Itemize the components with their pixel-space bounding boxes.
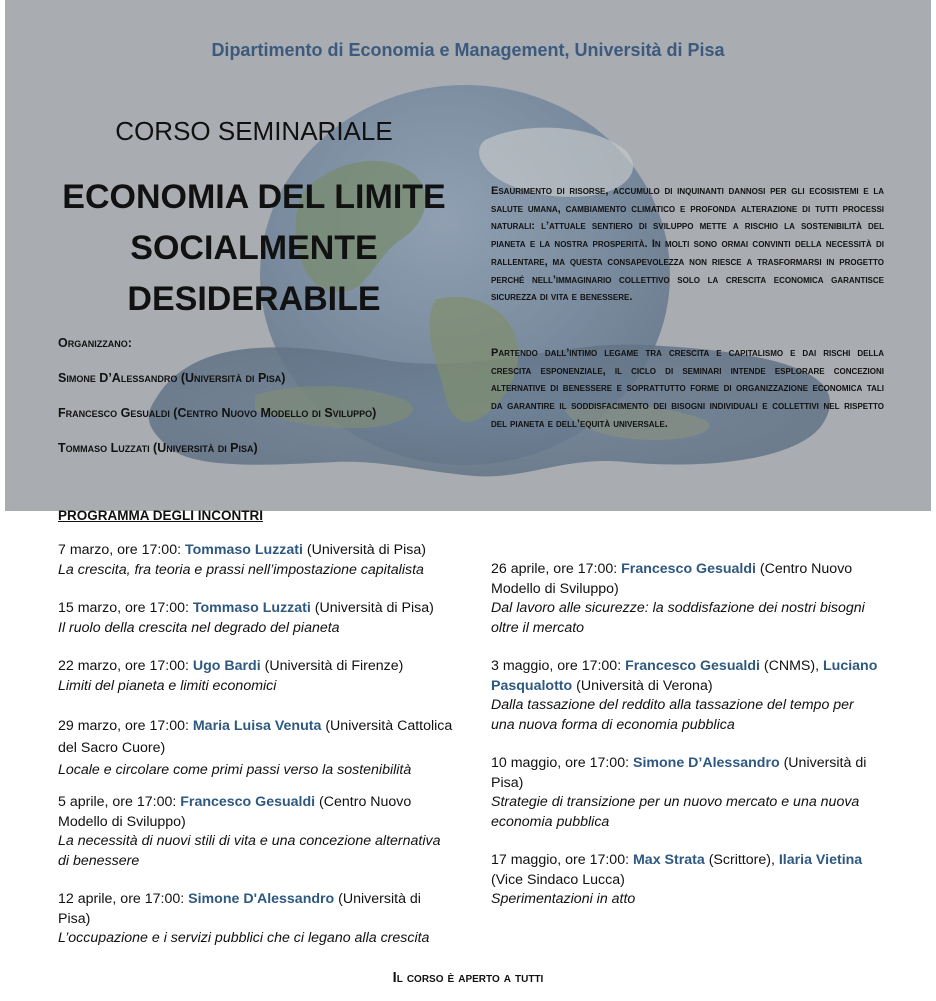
event-when: 10 maggio, ore 17:00: bbox=[491, 755, 633, 771]
event-when: 15 marzo, ore 17:00: bbox=[58, 600, 193, 616]
event-topic: L’occupazione e i servizi pubblici che ci legano alla crescita bbox=[58, 930, 430, 946]
footer-note: Il corso è aperto a tutti bbox=[392, 970, 544, 986]
abstract-paragraph-1: Esaurimento di risorse, accumulo di inquinanti dannosi per gli ecosistemi e la salute umana, cambiamento climatico e profonda alterazione di tutti processi naturali: l’attuale sentiero di sviluppo mette a rischio la sostenibilità del pianeta e la nostra prosperità. In molti sono ormai convinti della necessità di rallentare, ma questa consapevolezza non riesce a trasformarsi in progetto perché nell’immaginario collettivo solo la crescita economica garantisce sicurezza di vita e benessere. bbox=[491, 185, 884, 304]
event-speaker: Francesco Gesualdi bbox=[180, 794, 316, 810]
event-speaker: Simone D’Alessandro bbox=[632, 755, 780, 771]
event-speaker: Francesco Gesualdi bbox=[625, 658, 760, 674]
event-affiliation: (Università di Pisa) bbox=[491, 755, 867, 791]
event-speaker-2: Ilaria Vietina bbox=[778, 852, 863, 868]
program-event bbox=[491, 754, 881, 832]
event-affiliation: (Centro Nuovo Modello di Sviluppo) bbox=[491, 561, 853, 597]
organizers-label: Organizzano: bbox=[58, 336, 132, 350]
event-when: 29 marzo, ore 17:00: bbox=[58, 718, 193, 734]
program-event bbox=[58, 657, 454, 696]
course-title-line-1: ECONOMIA DEL LIMITE bbox=[62, 178, 446, 216]
event-speaker: Max Strata bbox=[632, 852, 705, 868]
abstract-paragraph-2: Partendo dall’intimo legame tra crescita e capitalismo e dai rischi della crescita esponenziale, il ciclo di seminari intende esplorare concezioni alternative di benessere e soprattutto forme di organizzazione economica tali da garantire il soddisfacimento dei bisogni individuali e collettivi nel rispetto del pianeta e dell’equità universale. bbox=[491, 347, 884, 430]
event-affiliation: (Università di Pisa) bbox=[310, 600, 434, 616]
event-speaker: Simone D'Alessandro bbox=[188, 891, 335, 907]
event-topic: Dalla tassazione del reddito alla tassazione del tempo per una nuova forma di economia pubblica bbox=[491, 697, 854, 733]
event-affiliation: (Scrittore), bbox=[704, 852, 779, 868]
program-event bbox=[58, 890, 454, 949]
organizer-item: Simone D’Alessandro (Università di Pisa) bbox=[58, 371, 286, 385]
event-topic: Dal lavoro alle sicurezze: la soddisfazione dei nostri bisogni oltre il mercato bbox=[491, 600, 865, 636]
event-topic: Locale e circolare come primi passi verso la sostenibilità bbox=[58, 762, 412, 778]
event-speaker: Tommaso Luzzati bbox=[184, 542, 303, 558]
event-speaker: Maria Luisa Venuta bbox=[192, 718, 322, 734]
event-when: 7 marzo, ore 17:00: bbox=[58, 542, 185, 558]
event-speaker-2: Luciano Pasqualotto bbox=[491, 658, 878, 694]
event-when: 5 aprile, ore 17:00: bbox=[58, 794, 181, 810]
event-topic: La necessità di nuovi stili di vita e una concezione alternativa di benessere bbox=[58, 833, 441, 869]
event-affiliation: (Università Cattolica del Sacro Cuore) bbox=[58, 718, 453, 756]
event-topic: Il ruolo della crescita nel degrado del pianeta bbox=[58, 619, 340, 636]
event-speaker: Francesco Gesualdi bbox=[621, 561, 756, 577]
event-when: 17 maggio, ore 17:00: bbox=[491, 852, 633, 868]
event-when: 3 maggio, ore 17:00: bbox=[491, 658, 626, 674]
organizer-item: Tommaso Luzzati (Università di Pisa) bbox=[58, 441, 258, 455]
event-topic: La crescita, fra teoria e prassi nell’impostazione capitalista bbox=[58, 561, 424, 578]
event-speaker: Tommaso Luzzati bbox=[192, 600, 311, 616]
organizer-item: Francesco Gesualdi (Centro Nuovo Modello di Sviluppo) bbox=[58, 406, 377, 420]
course-title-line-3: DESIDERABILE bbox=[127, 280, 381, 318]
program-event bbox=[58, 793, 454, 871]
event-affiliation: (Centro Nuovo Modello di Sviluppo) bbox=[58, 794, 412, 830]
event-speaker: Ugo Bardi bbox=[192, 658, 261, 674]
event-when: 22 marzo, ore 17:00: bbox=[58, 658, 193, 674]
program-event bbox=[491, 560, 881, 638]
event-affiliation: (Università di Pisa) bbox=[58, 891, 421, 927]
program-event bbox=[58, 715, 454, 781]
department-name: Dipartimento di Economia e Management, Università di Pisa bbox=[211, 40, 725, 60]
event-topic: Strategie di transizione per un nuovo mercato e una nuova economia pubblica bbox=[491, 794, 860, 830]
event-when: 26 aprile, ore 17:00: bbox=[491, 561, 622, 577]
event-when: 12 aprile, ore 17:00: bbox=[58, 891, 189, 907]
event-topic: Sperimentazioni in atto bbox=[491, 891, 636, 907]
program-event bbox=[58, 541, 454, 580]
course-title-line-2: SOCIALMENTE bbox=[130, 229, 378, 267]
event-affiliation: (CNMS), bbox=[759, 658, 823, 674]
program-heading: PROGRAMMA DEGLI INCONTRI bbox=[58, 508, 263, 523]
event-affiliation: (Università di Pisa) bbox=[302, 542, 426, 558]
course-kicker: CORSO SEMINARIALE bbox=[115, 116, 393, 146]
event-affiliation: (Università di Firenze) bbox=[260, 658, 404, 674]
event-topic: Limiti del pianeta e limiti economici bbox=[58, 677, 277, 694]
program-event bbox=[491, 851, 881, 910]
event-affiliation-2: (Università di Verona) bbox=[572, 677, 713, 694]
program-event bbox=[491, 657, 881, 735]
course-title bbox=[48, 172, 460, 325]
event-affiliation-2: (Vice Sindaco Lucca) bbox=[491, 871, 625, 888]
program-event bbox=[58, 599, 454, 638]
